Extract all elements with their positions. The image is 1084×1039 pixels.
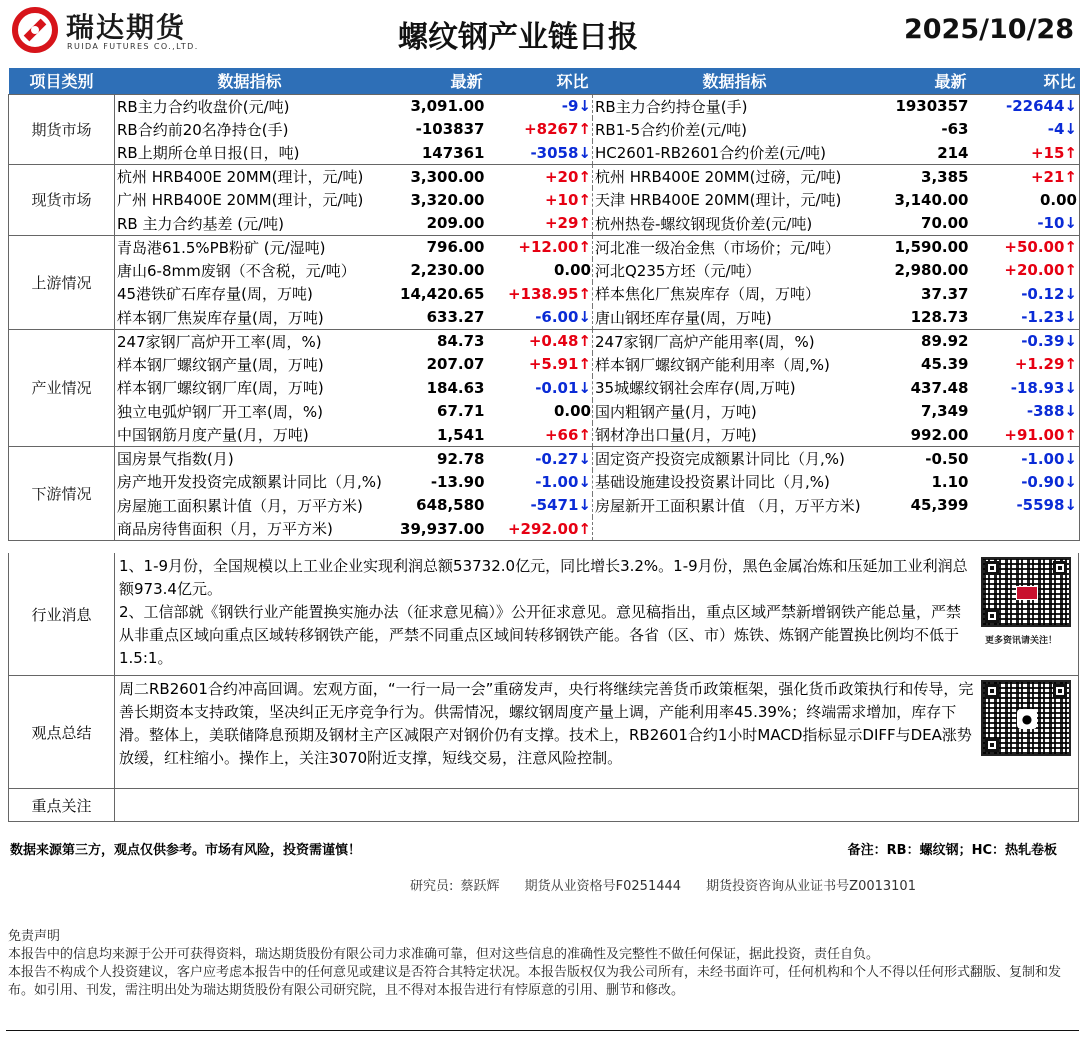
table-row	[9, 517, 1080, 541]
table-row	[9, 141, 1080, 165]
latest-value: 2,230.00	[410, 261, 485, 280]
indicator-name: 房产地开发投资完成额累计同比（月,%)	[117, 473, 382, 492]
latest-value: 37.37	[921, 284, 969, 303]
latest-value: 84.73	[385, 329, 493, 353]
change-value: +21↑	[977, 165, 1080, 189]
table-row	[9, 188, 1080, 212]
change-value: +292.00↑	[493, 517, 593, 541]
researcher-license: 期货从业资格号F0251444	[524, 879, 682, 894]
company-name: 瑞达期货	[66, 11, 187, 44]
latest-value: 184.63	[426, 378, 485, 397]
change-value: -18.93↓	[977, 376, 1080, 400]
indicator-name: 杭州 HRB400E 20MM(过磅，元/吨)	[593, 165, 877, 189]
change-value: 0.00	[493, 400, 593, 424]
change-value: -5471↓	[493, 494, 593, 518]
table-row	[9, 235, 1080, 259]
indicator-name: 国内粗钢产量(月，万吨)	[595, 402, 757, 421]
table-row	[9, 212, 1080, 236]
indicator-name: 35城螺纹钢社会库存(周,万吨)	[595, 379, 796, 398]
latest-value: -0.50	[877, 447, 977, 471]
latest-value: 648,580	[416, 496, 485, 515]
indicator-name: 房屋施工面积累计值（月，万平方米)	[117, 496, 363, 515]
latest-value: 796.00	[385, 235, 493, 259]
table-row	[9, 118, 1080, 142]
indicator-name: 青岛港61.5%PB粉矿 (元/湿吨)	[115, 235, 385, 259]
col-header-category: 项目类别	[9, 68, 115, 94]
change-value: +29↑	[493, 212, 593, 236]
table-row	[9, 94, 1080, 118]
category-cell: 期货市场	[9, 94, 115, 165]
report-header	[0, 0, 1084, 64]
latest-value: 39,937.00	[385, 517, 493, 541]
indicator-name: HC2601-RB2601合约价差(元/吨)	[595, 144, 826, 162]
researcher-consulting-license: 期货投资咨询从业证书号Z0013101	[706, 879, 916, 894]
abbreviation-remark: 备注：RB：螺纹钢；HC：热轧卷板	[847, 843, 1057, 858]
change-value: -1.00↓	[977, 447, 1080, 471]
col-header-latest-2: 最新	[877, 68, 977, 94]
category-cell: 产业情况	[9, 329, 115, 447]
table-row	[9, 447, 1080, 471]
table-row	[9, 259, 1080, 283]
table-row	[9, 494, 1080, 518]
indicator-name: 杭州 HRB400E 20MM(理计，元/吨)	[115, 165, 385, 189]
report-date: 2025/10/28	[903, 14, 1074, 45]
indicator-name: 样本钢厂螺纹钢产能利用率（周,%)	[595, 355, 830, 374]
latest-value: 207.07	[426, 355, 485, 374]
change-value: -6.00↓	[493, 306, 593, 330]
change-value: -1.23↓	[977, 306, 1080, 330]
change-value: -4↓	[977, 118, 1080, 142]
change-value: -388↓	[977, 400, 1080, 424]
change-value: +91.00↑	[977, 423, 1080, 447]
change-value: -3058↓	[493, 141, 593, 165]
change-value: -5598↓	[977, 494, 1080, 518]
latest-value: 147361	[421, 143, 485, 162]
indicator-name: RB合约前20名净持仓(手)	[117, 120, 289, 139]
change-value: +10↑	[493, 188, 593, 212]
report-title: 螺纹钢产业链日报	[398, 20, 638, 55]
latest-value: 89.92	[877, 329, 977, 353]
table-row	[9, 353, 1080, 377]
indicator-name: 样本钢厂焦炭库存量(周，万吨)	[117, 308, 324, 327]
latest-value: -63	[941, 120, 969, 139]
latest-value: 437.48	[910, 378, 969, 397]
col-header-change: 环比	[493, 68, 593, 94]
change-value: -0.90↓	[977, 470, 1080, 494]
change-value: -9↓	[493, 94, 593, 118]
latest-value: 14,420.65	[400, 284, 485, 303]
change-value: -0.01↓	[493, 376, 593, 400]
latest-value: 1930357	[877, 94, 977, 118]
viewpoint-label: 观点总结	[9, 676, 115, 788]
table-row	[9, 165, 1080, 189]
latest-value: 992.00	[910, 425, 969, 444]
change-value: 0.00	[493, 259, 593, 283]
disclaimer-paragraph: 本报告不构成个人投资建议，客户应考虑本报告中的任何意见或建议是否符合其特定状况。本报告版权仅为我公司所有，未经书面许可，任何机构和个人不得以任何形式翻版、复制和发布。如引用、刊发，需注明出处为瑞达期货股份有限公司研究院，且不得对本报告进行有悖原意的引用、删节和修改。	[8, 965, 1062, 998]
latest-value: 3,385	[877, 165, 977, 189]
indicator-name: 基础设施建设投资累计同比（月,%)	[595, 473, 830, 492]
indicator-name: RB上期所仓单日报(日，吨)	[117, 144, 300, 162]
researcher-info	[410, 875, 934, 894]
category-cell: 现货市场	[9, 165, 115, 236]
table-row	[9, 282, 1080, 306]
indicator-name: 河北准一级冶金焦（市场价；元/吨）	[593, 235, 877, 259]
indicator-name: RB主力合约持仓量(手)	[593, 94, 877, 118]
change-value: -0.39↓	[977, 329, 1080, 353]
change-value: +12.00↑	[493, 235, 593, 259]
indicator-name: 河北Q235方坯（元/吨）	[595, 261, 761, 280]
qr-code-icon	[981, 557, 1071, 627]
indicator-name: 样本钢厂螺纹钢厂库(周，万吨)	[117, 379, 324, 398]
latest-value: 209.00	[426, 214, 485, 232]
change-value: +138.95↑	[493, 282, 593, 306]
indicator-name: 国房景气指数(月)	[115, 447, 385, 471]
latest-value: 3,320.00	[410, 190, 485, 209]
industry-news-item: 1、1-9月份，全国规模以上工业企业实现利润总额53732.0亿元，同比增长3.2%。1-9月份，黑色金属冶炼和压延加工业利润总额973.4亿元。	[119, 557, 968, 598]
table-row	[9, 376, 1080, 400]
industry-news-text	[119, 555, 975, 670]
col-header-indicator-2: 数据指标	[593, 68, 877, 94]
indicator-name: 唐山6-8mm废钢（不含税，元/吨）	[117, 261, 356, 280]
indicator-name: 杭州热卷-螺纹钢现货价差(元/吨)	[595, 214, 813, 233]
change-value: +15↑	[977, 141, 1080, 165]
change-value: +8267↑	[493, 118, 593, 142]
indicator-name	[593, 517, 877, 541]
indicator-name: 广州 HRB400E 20MM(理计，元/吨)	[117, 191, 364, 210]
change-value: +0.48↑	[493, 329, 593, 353]
table-row	[9, 329, 1080, 353]
change-value: +5.91↑	[493, 353, 593, 377]
indicator-name: 样本钢厂螺纹钢产量(周，万吨)	[117, 355, 324, 374]
qr-caption: 更多资讯请关注！	[985, 636, 1058, 646]
change-value: +20.00↑	[977, 259, 1080, 283]
indicator-name: 房屋新开工面积累计值 （月，万平方米)	[595, 496, 861, 515]
indicator-name: RB1-5合约价差(元/吨)	[595, 120, 747, 139]
indicator-name: 247家钢厂高炉产能用率(周，%)	[593, 329, 877, 353]
indicator-name: 样本焦化厂焦炭库存（周，万吨）	[595, 285, 821, 304]
latest-value: 214	[937, 143, 969, 162]
table-header-row	[9, 68, 1080, 94]
category-cell: 上游情况	[9, 235, 115, 329]
latest-value: 92.78	[385, 447, 493, 471]
change-value: -10↓	[977, 212, 1080, 236]
indicator-name: RB 主力合约基差 (元/吨)	[117, 214, 285, 233]
change-value	[977, 517, 1080, 541]
indicator-name: 唐山钢坯库存量(周，万吨)	[595, 308, 772, 327]
latest-value: 3,091.00	[385, 94, 493, 118]
col-header-latest: 最新	[385, 68, 493, 94]
change-value: -1.00↓	[493, 470, 593, 494]
disclaimer-title: 免责声明	[8, 929, 61, 944]
latest-value: 45.39	[921, 355, 969, 374]
indicator-name: 247家钢厂高炉开工率(周，%)	[115, 329, 385, 353]
change-value: -22644↓	[977, 94, 1080, 118]
data-source-note: 数据来源第三方，观点仅供参考。市场有风险，投资需谨慎！	[10, 843, 362, 858]
latest-value: 67.71	[437, 402, 485, 421]
table-row	[9, 306, 1080, 330]
col-header-change-2: 环比	[977, 68, 1080, 94]
latest-value: 2,980.00	[894, 261, 969, 280]
industry-news-label: 行业消息	[9, 553, 115, 675]
indicator-name: 45港铁矿石库存量(周，万吨)	[117, 285, 313, 304]
latest-value: 45,399	[910, 496, 969, 515]
viewpoint-section	[8, 676, 1079, 789]
table-row	[9, 400, 1080, 424]
company-name-en: RUIDA FUTURES CO.,LTD.	[67, 42, 199, 51]
latest-value: 70.00	[921, 214, 969, 232]
industry-news-item: 2、工信部就《钢铁行业产能置换实施办法（征求意见稿）》公开征求意见。意见稿指出，重点区域严禁新增钢铁产能总量，严禁从非重点区域向重点区域转移钢铁产能，严禁不同重点区域间转移钢铁产能。各省（区、市）炼铁、炼钢产能置换比例均不低于1.5:1。	[119, 603, 962, 667]
change-value: +20↑	[493, 165, 593, 189]
latest-value: 633.27	[426, 308, 485, 326]
latest-value: -13.90	[430, 472, 485, 491]
disclaimer	[8, 928, 1078, 1000]
disclaimer-paragraph: 本报告中的信息均来源于公开可获得资料，瑞达期货股份有限公司力求准确可靠，但对这些信息的准确性及完整性不做任何保证，据此投资，责任自负。	[8, 947, 880, 962]
latest-value: -103837	[415, 120, 485, 139]
latest-value: 1,590.00	[877, 235, 977, 259]
latest-value: 3,300.00	[385, 165, 493, 189]
latest-value: 1.10	[931, 472, 969, 491]
change-value: 0.00	[977, 188, 1080, 212]
change-value: +50.00↑	[977, 235, 1080, 259]
ruida-logo-icon	[12, 7, 58, 53]
table-row	[9, 470, 1080, 494]
change-value: +1.29↑	[977, 353, 1080, 377]
latest-value: 1,541	[437, 425, 485, 444]
divider	[6, 1030, 1079, 1031]
viewpoint-text: 周二RB2601合约冲高回调。宏观方面，“一行一局一会”重磅发声，央行将继续完善货币政策框架，强化货币政策执行和传导，完善长期资本支持政策，坚决纠正无序竞争行为。供需情况，螺纹钢周度产量上调，产能利用率45.39%；终端需求增加，库存下滑。整体上，美联储降息预期及钢材主产区减限产对钢价仍有支撑。技术上，RB2601合约1小时MACD指标显示DIFF与DEA涨势放缓，红柱缩小。操作上，关注3070附近支撑，短线交易，注意风险控制。	[119, 680, 974, 767]
change-value: +66↑	[493, 423, 593, 447]
latest-value	[877, 517, 977, 541]
researcher-name: 研究员: 蔡跃辉	[410, 879, 500, 894]
focus-section	[8, 789, 1079, 822]
latest-value: 128.73	[910, 308, 969, 326]
wechat-icon: ●	[1017, 709, 1037, 729]
change-value: -0.27↓	[493, 447, 593, 471]
col-header-indicator: 数据指标	[115, 68, 385, 94]
category-cell: 下游情况	[9, 447, 115, 541]
focus-label: 重点关注	[9, 789, 115, 821]
latest-value: 7,349	[921, 402, 969, 421]
indicator-name: 商品房待售面积（月，万平方米)	[115, 517, 385, 541]
change-value: -0.12↓	[977, 282, 1080, 306]
indicator-name: 天津 HRB400E 20MM(理计，元/吨)	[595, 191, 842, 210]
indicator-table	[8, 68, 1080, 541]
industry-news-section	[8, 553, 1079, 676]
table-row	[9, 423, 1080, 447]
indicator-name: 独立电弧炉钢厂开工率(周，%)	[117, 402, 323, 421]
indicator-name: 钢材净出口量(月，万吨)	[595, 426, 757, 444]
wechat-qr-code-icon	[981, 680, 1071, 756]
indicator-name: 固定资产投资完成额累计同比（月,%)	[593, 447, 877, 471]
indicator-name: RB主力合约收盘价(元/吨)	[115, 94, 385, 118]
latest-value: 3,140.00	[894, 190, 969, 209]
indicator-name: 中国钢筋月度产量(月，万吨)	[117, 426, 309, 444]
